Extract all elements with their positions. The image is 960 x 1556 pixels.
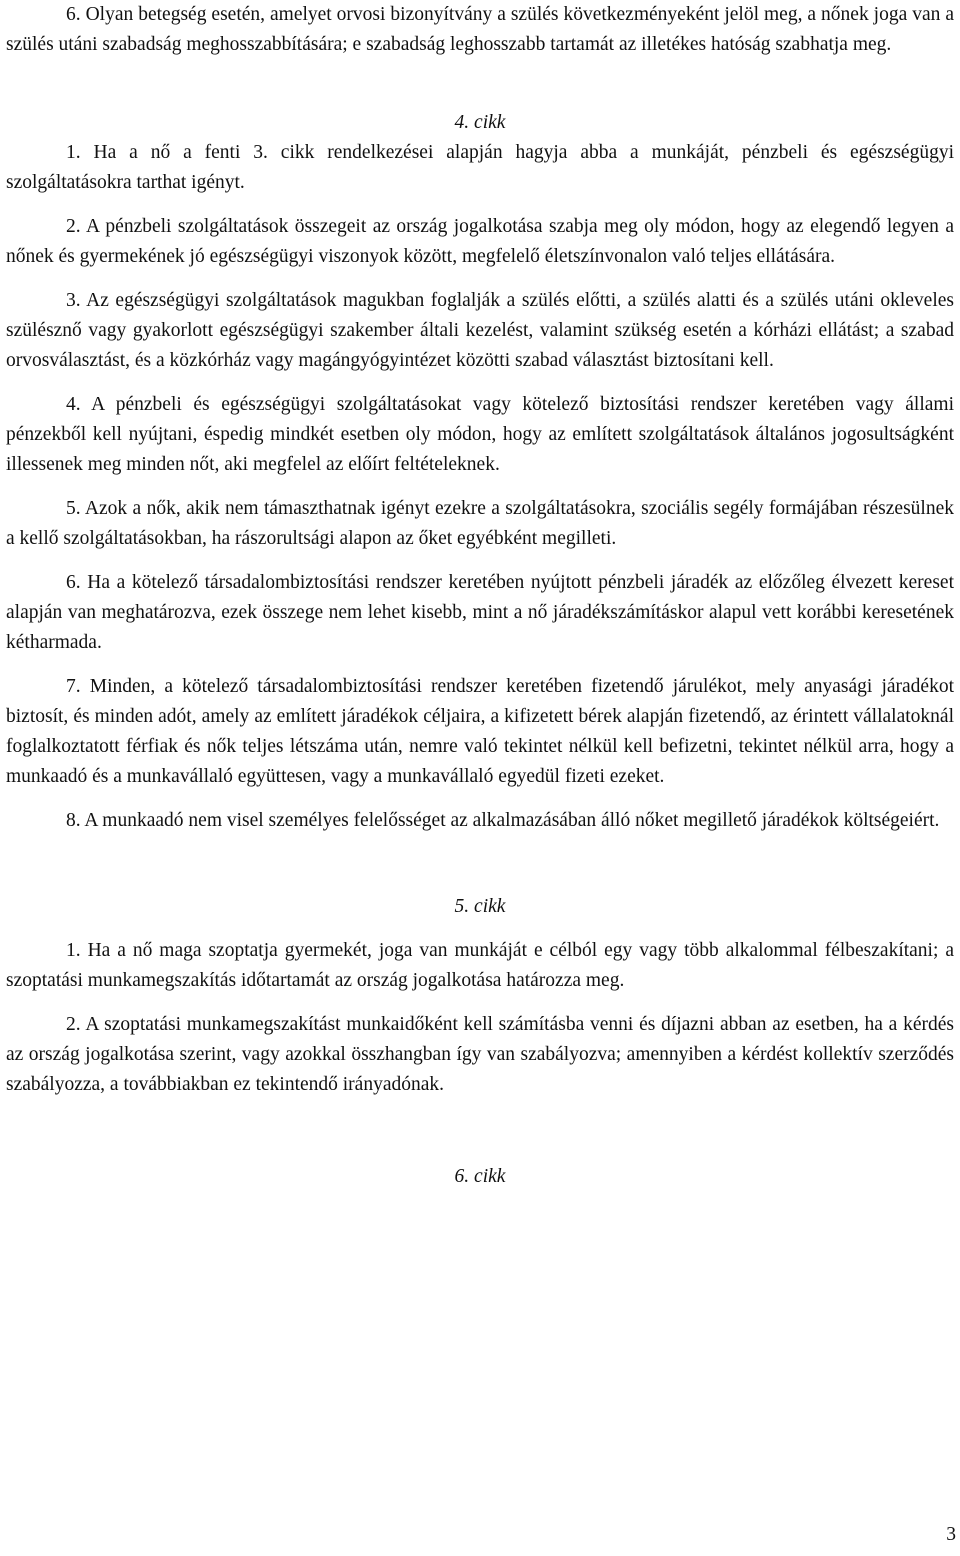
article5-paragraph-2: 2. A szoptatási munkamegszakítást munkaidőként kell számításba venni és díjazni abban az esetben, ha a kérdés az ország jogalkotása szerint, vagy azokkal összhangban így van szabályozva; amennyiben a kérdést kollektív szerződés szabályozza, a továbbiakban ez tekintendő irányadónak. (6, 1014, 954, 1095)
page-number: 3 (946, 1524, 956, 1545)
document-page (6, 0, 954, 1192)
article6-heading: 6. cikk (454, 1166, 506, 1187)
article4-paragraph-1: 1. Ha a nő a fenti 3. cikk rendelkezései alapján hagyja abba a munkáját, pénzbeli és egészségügyi szolgáltatásokra tarthat igényt. (6, 142, 954, 193)
article4-paragraph-6: 6. Ha a kötelező társadalombiztosítási rendszer keretében nyújtott pénzbeli járadék az előzőleg élvezett kereset alapján van meghatározva, ezek összege nem lehet kisebb, mint a nő járadékszámításkor alapul vett korábbi keresetének kétharmada. (6, 572, 954, 653)
article4-paragraph-7: 7. Minden, a kötelező társadalombiztosítási rendszer keretében fizetendő járulékot, mely anyasági járadékot biztosít, és minden adót, amely az említett járadékok céljaira, a kifizetett bérek alapján fizetendő, az érintett vállalatoknál foglalkoztatott férfiak és nők teljes létszáma után, nemre való tekintet nélkül kell befizetni, tekintet nélkül arra, hogy a munkaadó és a munkavállaló együttesen, vagy a munkavállaló egyedül fizeti ezeket. (6, 676, 954, 787)
article4-paragraph-8: 8. A munkaadó nem visel személyes felelősséget az alkalmazásában álló nőket megillető járadékok költségeiért. (66, 810, 940, 831)
article4-heading: 4. cikk (454, 112, 506, 133)
article5-paragraph-1: 1. Ha a nő maga szoptatja gyermekét, joga van munkáját e célból egy vagy több alkalommal félbeszakítani; a szoptatási munkamegszakítás időtartamát az ország jogalkotása határozza meg. (6, 940, 954, 991)
article4-paragraph-3: 3. Az egészségügyi szolgáltatások magukban foglalják a szülés előtti, a szülés alatti és a szülés utáni okleveles szülésznő vagy gyakorlott egészségügyi szakember általi kezelést, valamint szükség esetén a kórházi ellátást; a szabad orvosválasztást, és a közkórház vagy magángyógyintézet közötti szabad választást biztosítani kell. (6, 290, 954, 371)
article4-paragraph-5: 5. Azok a nők, akik nem támaszthatnak igényt ezekre a szolgáltatásokra, szociális segély formájában részesülnek a kellő szolgáltatásokban, ha rászorultsági alapon az őket egyébként megilleti. (6, 498, 954, 549)
article4-paragraph-2: 2. A pénzbeli szolgáltatások összegeit az ország jogalkotása szabja meg oly módon, hogy az elegendő legyen a nőnek és gyermekének jó egészségügyi viszonyok között, megfelelő életszínvonalon való teljes ellátására. (6, 216, 954, 267)
article4-paragraph-4: 4. A pénzbeli és egészségügyi szolgáltatásokat vagy kötelező biztosítási rendszer keretében vagy állami pénzekből kell nyújtani, éspedig mindkét esetben oly módon, hogy az említett szolgáltatások általános jogosultságként illessenek meg minden nőt, aki megfelel az előírt feltételeknek. (6, 394, 954, 475)
article3-paragraph-6: 6. Olyan betegség esetén, amelyet orvosi bizonyítvány a szülés következményeként jelöl meg, a nőnek joga van a szülés utáni szabadság meghosszabbítására; e szabadság leghosszabb tartamát az illetékes hatóság szabhatja meg. (6, 4, 954, 55)
article5-heading: 5. cikk (454, 896, 506, 917)
